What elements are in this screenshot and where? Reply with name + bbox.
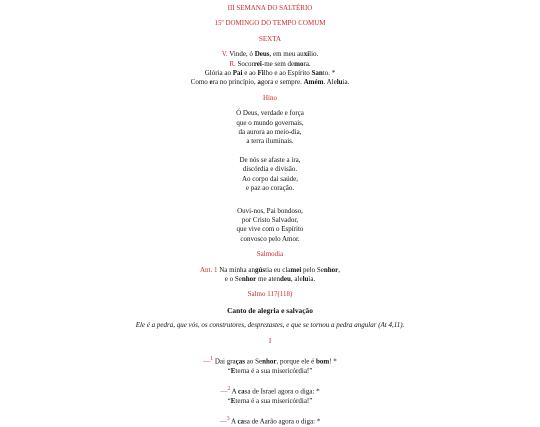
gloria-accent: San bbox=[311, 69, 323, 78]
verse-text: terna é a sua misericórdia!” bbox=[235, 396, 313, 405]
antiphon-text: ia. bbox=[308, 274, 316, 283]
versicle-text: lio. bbox=[309, 50, 319, 59]
gloria-accent: Fi bbox=[257, 69, 264, 78]
week-heading: III SEMANA DO SALTÉRIO bbox=[227, 4, 313, 12]
gloria-text: to. * bbox=[322, 69, 336, 78]
antiphon-text: me aten bbox=[256, 274, 280, 283]
psalmody-title: Salmodia bbox=[256, 250, 284, 259]
antiphon-text: e o Se bbox=[224, 274, 242, 283]
verse-line bbox=[0, 415, 540, 427]
hymn-line: a terra iluminais. bbox=[246, 137, 294, 146]
gloria-text: Glória ao bbox=[204, 69, 233, 78]
hymn-line: Ouvi-nos, Pai bondoso, bbox=[237, 206, 303, 215]
antiphon-text: pelo Se bbox=[301, 265, 324, 274]
antiphon-text: Na minha an bbox=[217, 265, 255, 274]
hymn-stanza-2 bbox=[0, 156, 540, 194]
verse-text: “ bbox=[227, 366, 231, 375]
hymn-line: e paz ao coração. bbox=[245, 184, 295, 193]
gloria-accent: e bbox=[209, 78, 213, 87]
antiphon-accent: gús bbox=[255, 265, 266, 274]
verse-text: ao Se bbox=[245, 357, 263, 366]
response-text: ra. bbox=[303, 59, 311, 68]
versicle-line bbox=[0, 50, 540, 59]
versicle-text: , em meu au bbox=[269, 50, 304, 59]
verse-number: 2 bbox=[227, 386, 231, 393]
antiphon-mark: Ant. 1 bbox=[199, 265, 218, 274]
hymn-line: convosco pelo Amor. bbox=[240, 234, 300, 243]
hymn-line: que vive com o Espírito bbox=[236, 225, 304, 234]
hymn-line: Ao corpo dai saúde, bbox=[242, 174, 298, 183]
antiphon-accent: nhor bbox=[323, 265, 339, 274]
verse-number: 1 bbox=[210, 355, 214, 362]
verse-line bbox=[0, 355, 540, 367]
sunday-heading: 15º DOMINGO DO TEMPO COMUM bbox=[214, 19, 326, 28]
verse-number: 3 bbox=[226, 416, 230, 423]
psalm-title: Canto de alegria e salvação bbox=[227, 305, 313, 315]
psalm-verse-3 bbox=[0, 415, 540, 427]
verse-accent: E bbox=[230, 366, 236, 375]
response-accent: rei bbox=[253, 59, 262, 68]
hymn-line: De nós se afaste a ira, bbox=[239, 155, 301, 164]
hour-heading: SEXTA bbox=[259, 34, 281, 43]
gloria-accent: a bbox=[257, 78, 261, 87]
hymn-line: por Cristo Salvador, bbox=[241, 215, 299, 224]
hymn-title: Hino bbox=[263, 93, 277, 102]
gloria-text: ia. bbox=[342, 78, 350, 87]
psalm-part-number: I bbox=[268, 336, 272, 345]
psalm-epigraph: Ele é a pedra, que vós, os construtores, desprezastes, e que se tornou a pedra angular (At 4,11). bbox=[135, 321, 405, 330]
hymn-line: que o mundo governais, bbox=[236, 118, 304, 127]
hymn-line: discórdia e divisão. bbox=[242, 165, 298, 174]
verse-line bbox=[0, 385, 540, 397]
verse-text: ! * bbox=[329, 357, 337, 366]
antiphon-line-2 bbox=[0, 275, 540, 284]
response-line bbox=[0, 60, 540, 69]
verse-accent: ca bbox=[238, 387, 245, 396]
hymn-stanza-1 bbox=[0, 109, 540, 147]
hymn-stanza-3 bbox=[0, 207, 540, 245]
versicle-accent: Deus bbox=[254, 50, 270, 59]
gloria-accent: Pai bbox=[232, 69, 243, 78]
antiphon-accent: lu bbox=[302, 274, 309, 283]
verse-dash: — bbox=[220, 387, 228, 396]
psalm-verse-1 bbox=[0, 355, 540, 376]
gloria-text: ra no princípio, bbox=[212, 78, 258, 87]
hymn-line: da aurora ao meio-dia, bbox=[238, 128, 302, 137]
versicle-text: Vinde, ó bbox=[227, 50, 255, 59]
gloria-text: e ao bbox=[242, 69, 258, 78]
verse-text: sa de Aarão agora o diga: * bbox=[244, 417, 321, 426]
response-accent: mo bbox=[294, 59, 304, 68]
verse-text: A bbox=[230, 387, 239, 396]
gloria-text: gora e sempre. bbox=[260, 78, 304, 87]
versicle-mark: V. bbox=[221, 50, 228, 59]
response-text: -me sem de bbox=[261, 59, 295, 68]
antiphon-text: , ale bbox=[290, 274, 303, 283]
gloria-accent: Amém bbox=[303, 78, 324, 87]
verse-text: terna é a sua misericórdia!” bbox=[235, 366, 313, 375]
versicle-accent: xí bbox=[303, 50, 310, 59]
antiphon-line-1 bbox=[0, 266, 540, 275]
gloria-accent: lu bbox=[336, 78, 343, 87]
gloria-text: . Ale bbox=[323, 78, 337, 87]
verse-dash: — bbox=[203, 357, 211, 366]
verse-line bbox=[0, 367, 540, 376]
antiphon-text: tia eu cla bbox=[265, 265, 291, 274]
antiphon-accent: deu bbox=[280, 274, 291, 283]
verse-accent: ças bbox=[235, 357, 245, 366]
antiphon-text: , bbox=[338, 265, 340, 274]
hymn-line: Ó Deus, verdade e força bbox=[236, 109, 304, 118]
verse-accent: E bbox=[230, 396, 236, 405]
psalm-verse-2 bbox=[0, 385, 540, 406]
gloria-line-2 bbox=[0, 78, 540, 87]
verse-accent: bom bbox=[315, 357, 330, 366]
verse-accent: ca bbox=[237, 417, 245, 426]
psalm-reference: Salmo 117(118) bbox=[247, 290, 293, 299]
verse-text: Dai gra bbox=[213, 357, 236, 366]
verse-text: “ bbox=[227, 396, 231, 405]
gloria-text: lho e ao Espírito bbox=[263, 69, 312, 78]
verse-dash: — bbox=[219, 417, 227, 426]
verse-text: A bbox=[229, 417, 238, 426]
verse-text: sa de Israel agora o diga: * bbox=[244, 387, 320, 396]
gloria-line-1 bbox=[0, 69, 540, 78]
response-text: Socor bbox=[235, 59, 254, 68]
gloria-text: Como bbox=[190, 78, 210, 87]
verse-accent: nhor bbox=[262, 357, 277, 366]
response-mark: R. bbox=[229, 59, 236, 68]
antiphon-accent: nhor bbox=[241, 274, 257, 283]
antiphon-accent: mei bbox=[290, 265, 302, 274]
verse-text: , porque ele é bbox=[276, 357, 316, 366]
